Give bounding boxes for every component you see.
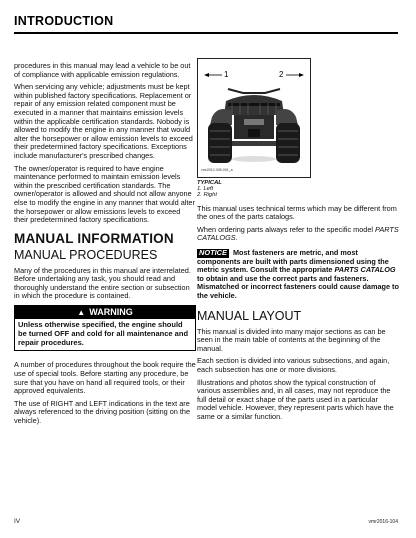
atv-illustration	[198, 59, 310, 177]
warning-header	[15, 306, 195, 319]
paragraph: Many of the procedures in this manual are interrelated. Before undertaking any task, you should read and thoroughly understand the entire section or subsection in which the procedure is contained.	[14, 265, 191, 301]
right-column	[197, 62, 399, 425]
paragraph: The use of RIGHT and LEFT indications in the text are always referenced to the driving position (sitting on the vehicle).	[14, 398, 191, 426]
warning-triangle-icon: ▲	[77, 308, 86, 318]
warning-box	[14, 305, 196, 351]
caption-item: 1. Left	[197, 186, 214, 193]
parts-catalog-ref: PARTS CATALOGS	[197, 224, 399, 243]
document-code: vmr2016-104	[368, 519, 398, 525]
paragraph: When servicing any vehicle; adjustments must be kept within published factory specifications. Replacement or repair of any emission related component must be executed in a manner that maintains emission levels within the applicable certification standards. Nobody is allowed to modify the engine in any manner that would alter the horsepower or allow emission levels to exceed their predetermined factory specifications. Exceptions include manufacturer's prescribed changes.	[14, 82, 193, 160]
atv-body	[208, 89, 300, 163]
parts-catalog-ref: PARTS CATALOG	[334, 265, 396, 275]
subsection-heading: MANUAL PROCEDURES	[14, 247, 158, 262]
text-run: When ordering parts always refer to the specific model	[197, 224, 376, 234]
paragraph: This manual uses technical terms which may be different from the ones of the parts catalogs.	[197, 203, 397, 222]
subsection-heading: MANUAL LAYOUT	[197, 308, 302, 323]
caption-item: 2. Right	[197, 192, 217, 199]
page-number: IV	[14, 518, 21, 525]
paragraph: This manual is divided into many major sections as can be seen in the main table of contents at the beginning of the manual.	[197, 326, 386, 353]
callout-right: 2	[279, 70, 284, 79]
notice-paragraph	[197, 249, 399, 301]
page-header	[14, 14, 398, 34]
text-run: to obtain and use the correct parts and fasteners. Mismatched or incorrect fasteners could cause damage to the vehicle.	[197, 273, 399, 300]
warning-label: WARNING	[89, 307, 133, 318]
arrow-left-icon	[204, 73, 209, 77]
figure-caption	[197, 180, 399, 199]
chapter-title: INTRODUCTION	[14, 14, 114, 28]
paragraph: procedures in this manual may lead a vehicle to be out of compliance with applicable emission regulations.	[14, 61, 191, 79]
paragraph: A number of procedures throughout the book require the use of special tools. Before starting any procedure, be sure that you have on hand all required tools, or their approved equivalents.	[14, 360, 196, 396]
figure-code: vmr2012-005-001_a	[201, 168, 233, 173]
paragraph: Illustrations and photos show the typical construction of various assemblies and, in all cases, may not reproduce the full detail or exact shape of the parts used in a particular model vehicle. However, they represent parts which have the same or a similar function.	[197, 377, 394, 421]
text-run: Most fasteners are metric, and most components are built with parts dimensioned using the metric system. Consult the appropriate	[197, 247, 389, 275]
arrow-right-icon	[299, 73, 304, 77]
paragraph	[197, 226, 399, 243]
paragraph: The owner/operator is required to have engine maintenance performed to maintain emission levels within the prescribed certification standards. The owner/operator is allowed and should not allow anyone else to modify the engine in any manner that would alter the horsepower or allow emissions levels to exceed their predetermined factory specifications.	[14, 163, 195, 225]
caption-title: TYPICAL	[197, 180, 222, 186]
paragraph: Each section is divided into various subsections, and again, each subsection has one or more divisions.	[197, 356, 390, 374]
text-run: .	[235, 233, 238, 243]
atv-rear-view-figure	[197, 58, 311, 178]
section-heading: MANUAL INFORMATION	[14, 230, 174, 246]
header-divider	[14, 32, 398, 34]
callout-left: 1	[224, 70, 229, 79]
notice-badge: NOTICE	[199, 247, 227, 257]
warning-text: Unless otherwise specified, the engine should be turned OFF and cold for all maintenance and repair procedures.	[18, 320, 189, 347]
left-column	[14, 62, 196, 430]
